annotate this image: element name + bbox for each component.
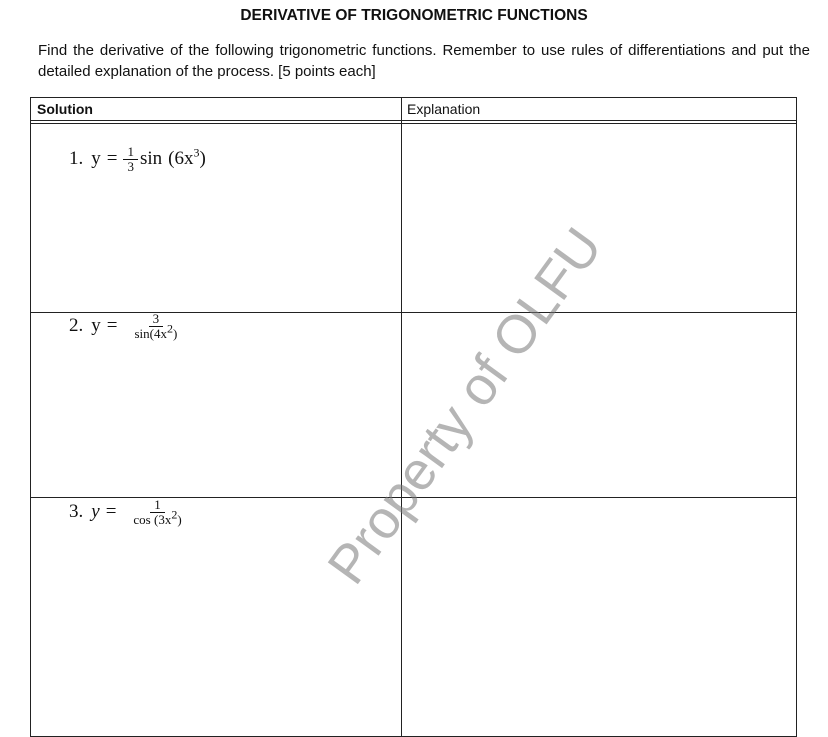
numerator: 3: [149, 312, 164, 327]
trig-function: sin: [139, 148, 163, 170]
answer-table: [30, 97, 797, 737]
problem-3: [69, 498, 185, 527]
coefficient-fraction: [123, 145, 138, 174]
page-title: DERIVATIVE OF TRIGONOMETRIC FUNCTIONS: [240, 7, 588, 24]
denominator: $\cos (3x^2)$: [133, 507, 182, 527]
problem-number: 3.: [69, 501, 84, 523]
lhs-variable: y: [91, 501, 100, 523]
watermark: Property of OLFU: [316, 217, 614, 595]
lhs-variable: y: [91, 148, 101, 170]
header-divider: [31, 120, 796, 121]
problem-number: 1.: [69, 148, 84, 170]
problem-number: 2.: [69, 315, 84, 337]
lhs-variable: y: [91, 315, 101, 337]
solution-header: Solution: [37, 101, 93, 117]
fraction: [130, 498, 184, 527]
fraction: [131, 312, 180, 341]
column-divider: [401, 98, 402, 736]
numerator: 1: [123, 145, 138, 160]
problem-1: [69, 145, 206, 174]
denominator: 3: [127, 158, 134, 174]
equals-sign: =: [105, 501, 117, 523]
numerator: 1: [150, 498, 165, 513]
exponent: 3: [193, 146, 200, 161]
equals-sign: =: [106, 315, 118, 337]
denominator: $\sin(4x^2)$: [134, 321, 178, 341]
instructions-text: Find the derivative of the following trigonometric functions. Remember to use rules of differentiations and put the detailed explanation of the process. [5 points each]: [38, 42, 810, 80]
problem-2: [69, 312, 180, 341]
explanation-header: Explanation: [407, 101, 481, 117]
equals-sign: =: [106, 148, 118, 170]
function-argument: $(6x^3)$: [168, 146, 206, 170]
